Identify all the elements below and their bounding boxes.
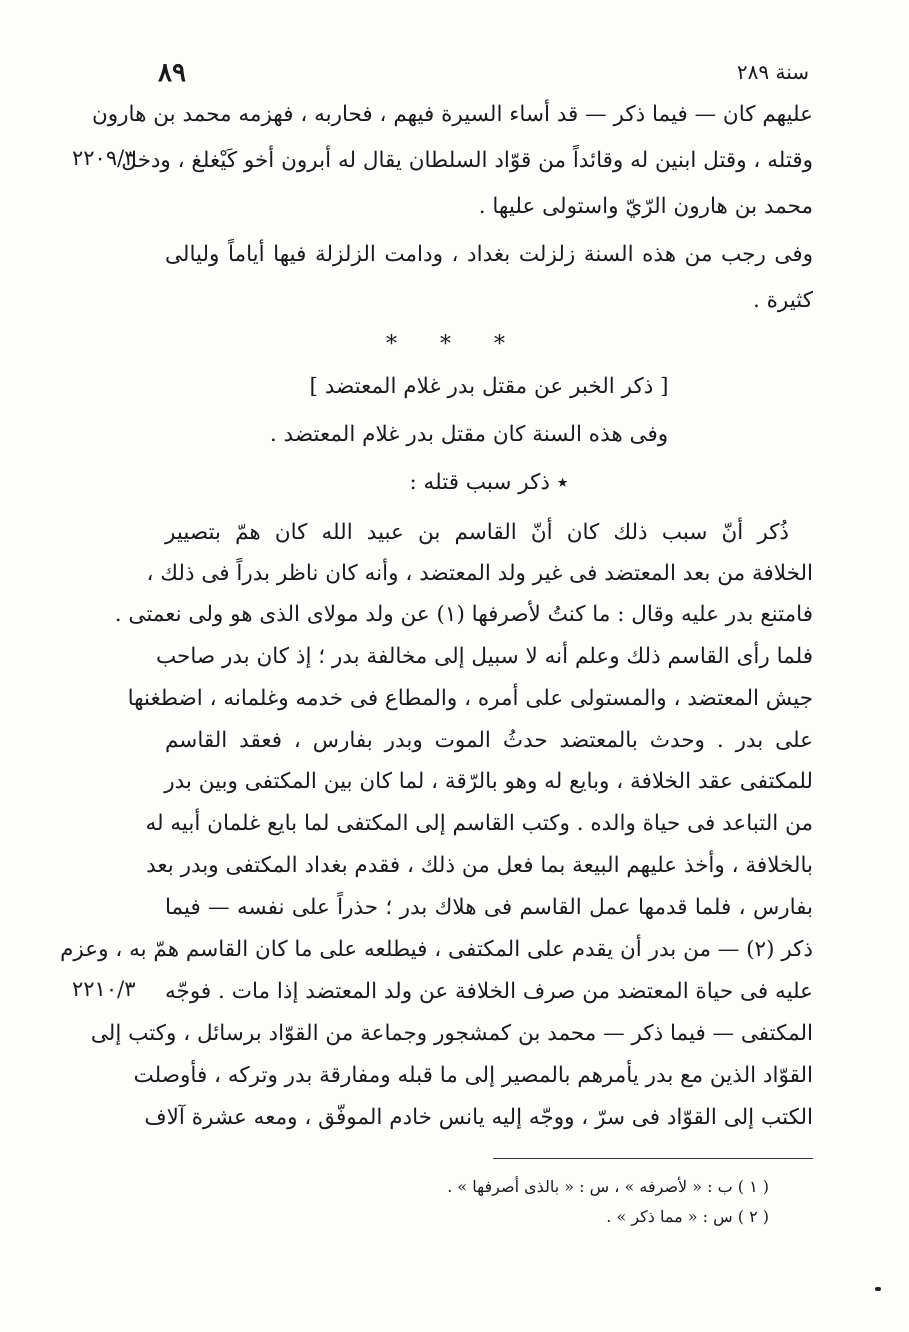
footnote: ( ٢ ) س : « مما ذكر » . <box>606 1207 769 1226</box>
paragraph-line: المكتفى — فيما ذكر — محمد بن كمشجور وجماعة من القوّاد برسائل ، وكتب إلى <box>90 1021 813 1046</box>
body-line: كثيرة . <box>752 288 813 313</box>
margin-reference: ٢٢٠٩/٣ <box>72 146 136 170</box>
page-number: ٨٩ <box>158 58 186 88</box>
paragraph-line: فلما رأى القاسم ذلك وعلم أنه لا سبيل إلى مخالفة بدر ؛ إذ كان بدر صاحب <box>155 644 813 669</box>
section-title: [ ذكر الخبر عن مقتل بدر غلام المعتضد ] <box>309 374 669 399</box>
paragraph-line: الكتب إلى القوّاد فى سرّ ، ووجّه إليه يانس خادم الموفّق ، ومعه عشرة آلاف <box>144 1105 813 1130</box>
subheading-text: ذكر سبب قتله : <box>409 470 550 495</box>
margin-reference: ٢٢١٠/٣ <box>72 977 136 1001</box>
subheading <box>165 468 813 498</box>
paragraph-line: القوّاد الذين مع بدر يأمرهم بالمصير إلى ما قبله ومفارقة بدر وتركه ، فأوصلت <box>133 1063 813 1088</box>
running-header-year: سنة ٢٨٩ <box>736 60 809 84</box>
footnote-rule <box>493 1158 813 1159</box>
paragraph-line: عليه فى حياة المعتضد من صرف الخلافة عن ولد المعتضد إذا مات . فوجّه <box>165 979 814 1004</box>
paragraph-line: ذُكر أنّ سبب ذلك كان أنّ القاسم بن عبيد الله كان همّ بتصيير <box>165 520 789 545</box>
paragraph-line: بفارس ، فلما قدمها عمل القاسم فى هلاك بدر ؛ حذراً على نفسه — فيما <box>165 895 813 920</box>
paragraph-line: على بدر . وحدث بالمعتضد حدثُ الموت وبدر بفارس ، فعقد القاسم <box>165 728 813 753</box>
subheading-mark: ٭ <box>549 470 569 495</box>
paragraph-line: للمكتفى عقد الخلافة ، وبايع له وهو بالرّقة ، لما كان بين المكتفى وبين بدر <box>164 769 813 794</box>
intro-line: وفى هذه السنة كان مقتل بدر غلام المعتضد . <box>269 422 669 447</box>
body-line: وقتله ، وقتل ابنين له وقائداً من قوّاد السلطان يقال له أبرون أخو كَيْغلغ ، ودخل <box>121 148 813 173</box>
paragraph-line: فامتنع بدر عليه وقال : ما كنتُ لأصرفها (١) عن ولد مولاى الذى هو ولى نعمتى . <box>114 602 813 627</box>
body-line: عليهم كان — فيما ذكر — قد أساء السيرة فيهم ، فحاربه ، فهزمه محمد بن هارون <box>92 102 813 127</box>
footnote: ( ١ ) ب : « لأصرفه » ، س : « بالذى أصرفها » . <box>447 1177 769 1196</box>
body-line: محمد بن هارون الرّيّ واستولى عليها . <box>478 194 813 219</box>
paragraph-line: من التباعد فى حياة والده . وكتب القاسم إلى المكتفى لما بايع غلمان أبيه له <box>145 811 813 836</box>
ink-speck <box>875 1287 881 1291</box>
paragraph-line: جيش المعتضد ، والمستولى على أمره ، والمطاع فى خدمه وغلمانه ، اضطغنها <box>127 686 813 711</box>
paragraph-line: بالخلافة ، وأخذ عليهم البيعة بما فعل من ذلك ، فقدم بغداد المكتفى وبدر بعد <box>146 853 813 878</box>
paragraph-line: الخلافة من بعد المعتضد فى غير ولد المعتضد ، وأنه كان ناظر بدراً فى ذلك ، <box>146 561 813 586</box>
body-line: وفى رجب من هذه السنة زلزلت بغداد ، ودامت الزلزلة فيها أياماً وليالى <box>165 242 813 267</box>
paragraph-line: ذكر (٢) — من بدر أن يقدم على المكتفى ، فيطلعه على ما كان القاسم همّ به ، وعزم <box>60 937 813 962</box>
section-separator: * * * <box>386 332 523 357</box>
